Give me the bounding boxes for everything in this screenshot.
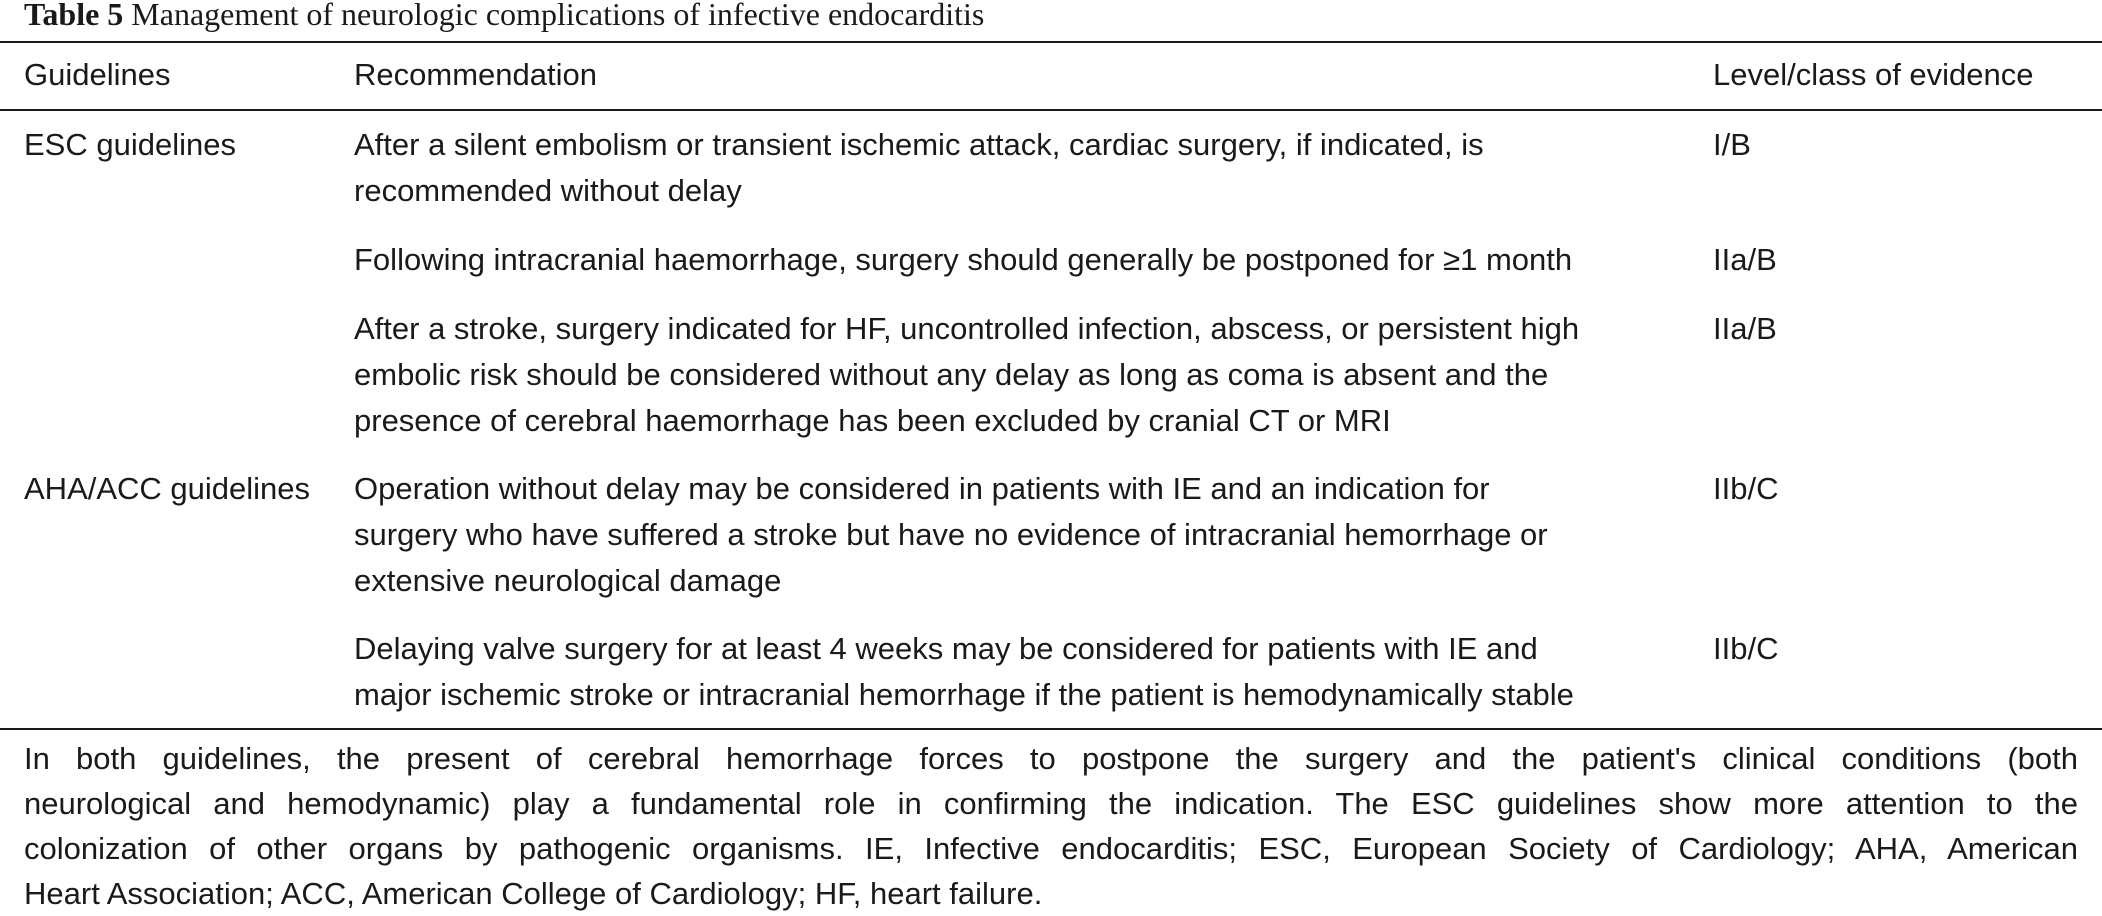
- recommendation-line: Operation without delay may be considered in patients with IE and an indication for: [354, 471, 1490, 506]
- footnote-line: colonization of other organs by pathogenic organisms. IE, Infective endocarditis; ESC, European Society of Cardiology; AHA, American: [24, 831, 2078, 866]
- bottom-rule: [0, 728, 2102, 730]
- footnote-line: In both guidelines, the present of cerebral hemorrhage forces to postpone the surgery and the patient's clinical conditions (both: [24, 741, 2078, 776]
- table-row-recommendation: [354, 306, 1579, 444]
- table-row-evidence: I/B: [1713, 127, 1751, 162]
- recommendation-line: Following intracranial haemorrhage, surgery should generally be postponed for ≥1 month: [354, 242, 1573, 277]
- footnote-line: Heart Association; ACC, American College of Cardiology; HF, heart failure.: [24, 876, 1043, 911]
- recommendation-line: extensive neurological damage: [354, 563, 782, 598]
- recommendation-line: presence of cerebral haemorrhage has been excluded by cranial CT or MRI: [354, 403, 1391, 438]
- top-rule: [0, 41, 2102, 43]
- header-rule: [0, 109, 2102, 111]
- table-title: Management of neurologic complications of infective endocarditis: [131, 0, 985, 32]
- table-number: Table 5: [24, 0, 124, 32]
- table-row-recommendation: [354, 122, 1484, 214]
- table-row-recommendation: [354, 626, 1574, 718]
- recommendation-line: embolic risk should be considered without any delay as long as coma is absent and the: [354, 357, 1549, 392]
- table-footnote: [24, 736, 2078, 916]
- column-header-recommendation: Recommendation: [354, 57, 597, 92]
- table-row-evidence: IIa/B: [1713, 311, 1777, 346]
- recommendation-line: major ischemic stroke or intracranial hemorrhage if the patient is hemodynamically stable: [354, 677, 1574, 712]
- table-caption: [24, 0, 984, 34]
- footnote-line: neurological and hemodynamic) play a fundamental role in confirming the indication. The ESC guidelines show more attention to the: [24, 786, 2078, 821]
- recommendation-line: surgery who have suffered a stroke but have no evidence of intracranial hemorrhage or: [354, 517, 1548, 552]
- recommendation-line: recommended without delay: [354, 173, 742, 208]
- table-row-guideline: ESC guidelines: [24, 127, 236, 162]
- recommendation-line: After a stroke, surgery indicated for HF, uncontrolled infection, abscess, or persistent high: [354, 311, 1580, 346]
- table-row-evidence: IIa/B: [1713, 242, 1777, 277]
- table-row-recommendation: [354, 466, 1548, 604]
- table-row-guideline: AHA/ACC guidelines: [24, 471, 311, 506]
- recommendation-line: After a silent embolism or transient ischemic attack, cardiac surgery, if indicated, is: [354, 127, 1484, 162]
- column-header-evidence: Level/class of evidence: [1713, 57, 2034, 92]
- recommendation-line: Delaying valve surgery for at least 4 weeks may be considered for patients with IE and: [354, 631, 1538, 666]
- column-header-guidelines: Guidelines: [24, 57, 171, 92]
- table-row-evidence: IIb/C: [1713, 471, 1779, 506]
- table-row-evidence: IIb/C: [1713, 631, 1779, 666]
- table-row-recommendation: [354, 237, 1572, 283]
